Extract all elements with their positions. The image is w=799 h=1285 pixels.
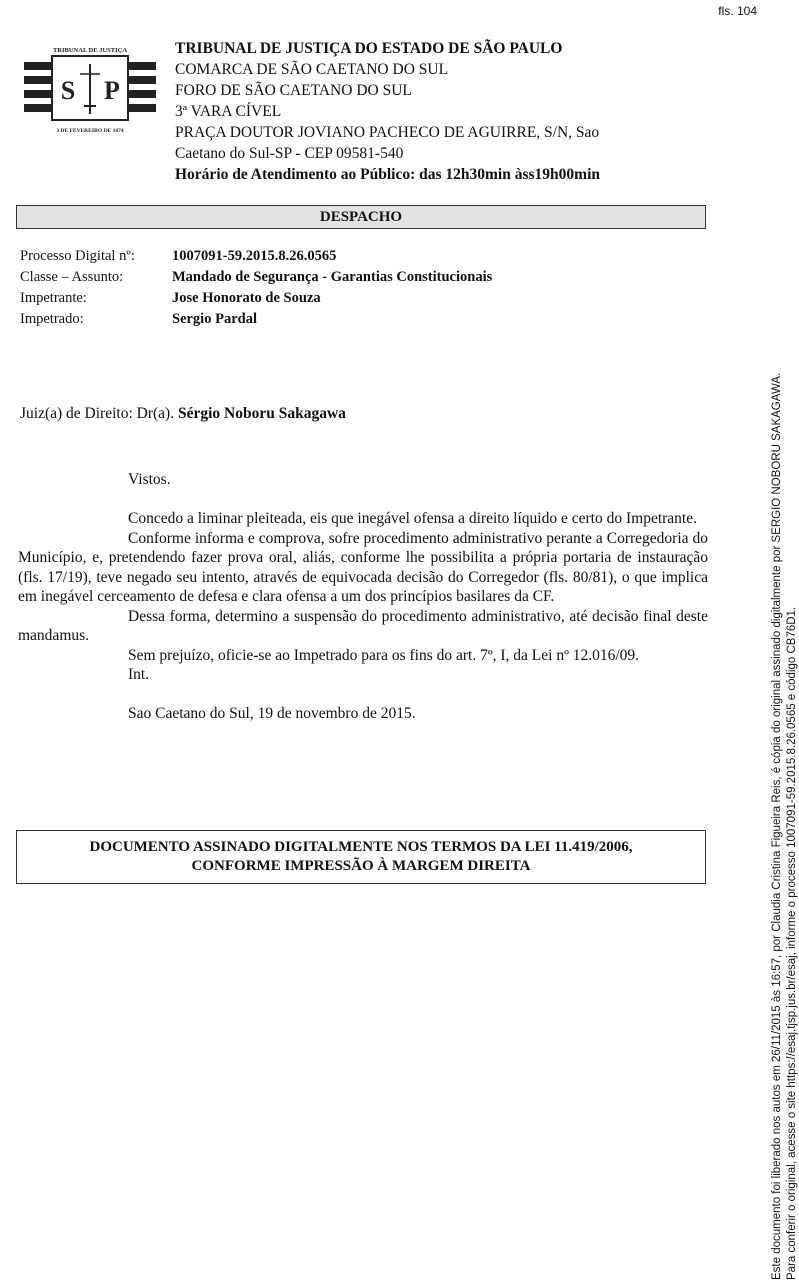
- int: Int.: [128, 666, 150, 683]
- court-header: [175, 38, 600, 185]
- public-hours: Horário de Atendimento ao Público: das 12h30min àss19h00min: [175, 166, 600, 183]
- address-line-2: Caetano do Sul-SP - CEP 09581-540: [175, 145, 404, 162]
- document-title: DESPACHO: [319, 208, 403, 225]
- comarca: COMARCA DE SÃO CAETANO DO SUL: [175, 61, 449, 78]
- court-name: TRIBUNAL DE JUSTIÇA DO ESTADO DE SÃO PAULO: [175, 40, 563, 57]
- digital-signature-box: [16, 830, 706, 884]
- petitioner-value: Jose Honorato de Souza: [172, 290, 321, 306]
- signature-line-1: DOCUMENTO ASSINADO DIGITALMENTE NOS TERMOS DA LEI 11.419/2006,: [89, 839, 633, 855]
- paragraph-2: Conforme informa e comprova, sofre procedimento administrativo perante a Corregedoria do Município, e, pretendendo fazer prova oral, aliás, conforme lhe possibilita a própria portaria de instauração (fls. 17/19), teve negado seu intento, através de equivocada decisão do Corregedor (fls. 80/81), o que implica em inegável cerceamento de defesa e clara ofensa a um dos princípios basilares da CF.: [18, 529, 708, 605]
- document-title-box: [16, 205, 706, 229]
- address-line-1: PRAÇA DOUTOR JOVIANO PACHECO DE AGUIRRE, S/N, Sao: [175, 124, 600, 141]
- paragraph-1: Concedo a liminar pleiteada, eis que inegável ofensa a direito líquido e certo do Impetrante.: [128, 510, 697, 527]
- respondent-value: Sergio Pardal: [172, 311, 257, 327]
- page-number: fls. 104: [718, 4, 757, 18]
- process-number-value: 1007091-59.2015.8.26.0565: [172, 248, 337, 264]
- judge-name: Sérgio Noboru Sakagawa: [177, 405, 346, 422]
- judge-label: Juiz(a) de Direito: Dr(a).: [20, 405, 175, 422]
- class-subject-row: [20, 267, 492, 287]
- court-seal-logo: [24, 44, 156, 136]
- margin-note-line-2: Para conferir o original, acesse o site https://esaj.tjsp.jus.br/esaj, informe o processo 1007091-59.2015.8.26.0565 e código CB76D1.: [786, 606, 798, 1280]
- svg-text:3 DE FEVEREIRO DE 1874: 3 DE FEVEREIRO DE 1874: [56, 128, 124, 134]
- process-number-row: [20, 246, 336, 266]
- vara: 3ª VARA CÍVEL: [175, 103, 282, 120]
- petitioner-row: [20, 288, 321, 308]
- margin-authentication-note: [770, 60, 799, 1280]
- paragraph-4: Sem prejuízo, oficie-se ao Impetrado para os fins do art. 7º, I, da Lei nº 12.016/09.: [128, 646, 640, 664]
- foro: FORO DE SÃO CAETANO DO SUL: [175, 82, 412, 99]
- decision-body: [18, 470, 708, 724]
- svg-text:S: S: [60, 76, 76, 105]
- decision-date: Sao Caetano do Sul, 19 de novembro de 2015.: [128, 705, 416, 722]
- svg-text:P: P: [104, 76, 120, 105]
- signature-line-2: CONFORME IMPRESSÃO À MARGEM DIREITA: [191, 858, 531, 874]
- class-subject-label: Classe – Assunto:: [20, 269, 124, 285]
- vistos: Vistos.: [128, 471, 171, 488]
- paragraph-3: Dessa forma, determino a suspensão do procedimento administrativo, até decisão final deste mandamus.: [18, 607, 708, 644]
- class-subject-value: Mandado de Segurança - Garantias Constitucionais: [172, 269, 493, 285]
- petitioner-label: Impetrante:: [20, 290, 87, 306]
- svg-text:TRIBUNAL DE JUSTIÇA: TRIBUNAL DE JUSTIÇA: [52, 47, 128, 54]
- margin-note-line-1: Este documento foi liberado nos autos em 26/11/2015 às 16:57, por Claudia Cristina Figueira Reis, é cópia do original assinado digitalmente por SERGIO NOBORU SAKAGAWA.: [771, 372, 783, 1280]
- respondent-label: Impetrado:: [20, 311, 84, 327]
- judge-line: [20, 405, 346, 423]
- process-number-label: Processo Digital nº:: [20, 248, 135, 264]
- respondent-row: [20, 309, 257, 329]
